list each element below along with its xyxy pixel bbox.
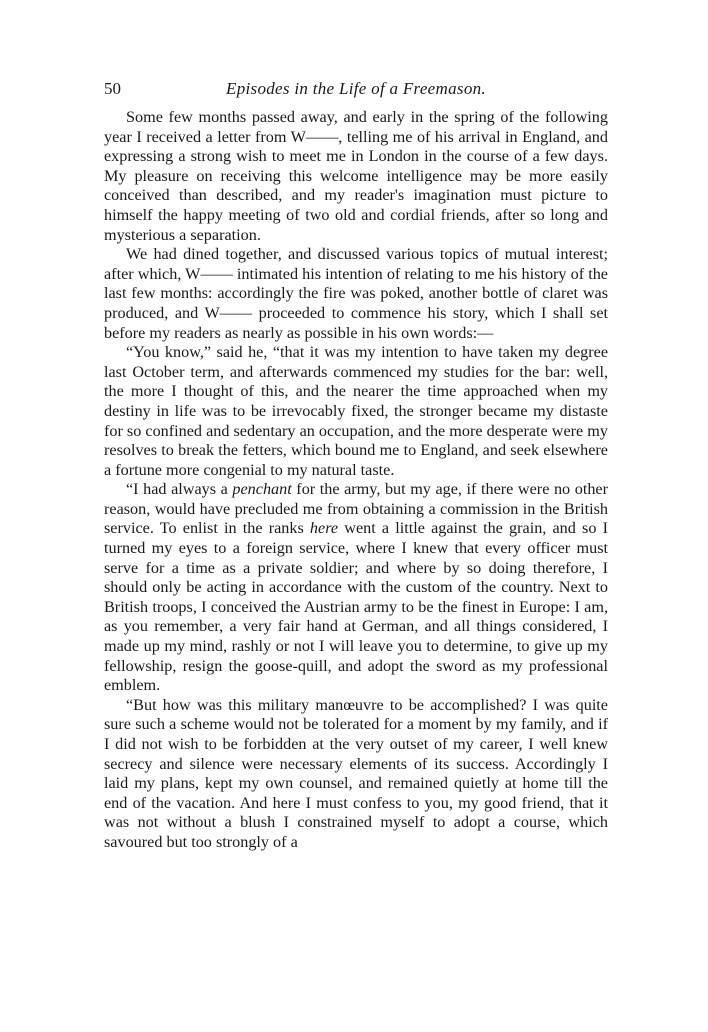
body-text [104,108,608,853]
paragraph [104,480,608,696]
paragraph [104,343,608,480]
text-run: “But how was this military manœuvre to be accomplished? I was quite sure such a scheme would not be tolerated for a moment by my family, and if I did not wish to be forbidden at the very outset of my career, I well knew secrecy and silence were necessary elements of its success. Accordingly I laid my plans, kept my own counsel, and remained quietly at home till the end of the vacation. And here I must confess to you, my good friend, that it was not without a blush I constrained myself to adopt a course, which savoured but too strongly of a [104,695,608,851]
paragraph [104,108,608,245]
text-run: We had dined together, and discussed various topics of mutual interest; after which, W—— intimated his intention of relating to me his history of the last few months: accordingly the fire was poked, another bottle of claret was produced, and W—— proceeded to commence his story, which I shall set before my readers as nearly as possible in his own words:— [104,245,608,342]
page-number: 50 [104,79,121,98]
paragraph [104,696,608,853]
italic-text: here [309,519,339,538]
text-run: went a little against the grain, and so I turned my eyes to a foreign service, where I knew that every officer must serve for a time as a private soldier; and where by so doing therefore, I should only be acting in accordance with the custom of the country. Next to British troops, I conceived the Austrian army to be the finest in Europe: I am, as you remember, a very fair hand at German, and all things considered, I made up my mind, rashly or not I will leave you to determine, to give up my fellowship, resign the goose-quill, and adopt the sword as my professional emblem. [104,519,608,695]
italic-text: penchant [232,480,292,499]
text-run: for the army, but my age, if there were no other reason, would have precluded me from obtaining a commission in the British service. To enlist in the ranks [104,480,608,538]
paragraph [104,245,608,343]
text-run: “You know,” said he, “that it was my intention to have taken my degree last October term, and afterwards commenced my studies for the bar: well, the more I thought of this, and the nearer the time approached when my destiny in life was to be irrevocably fixed, the stronger became my distaste for so confined and sedentary an occupation, and the more desperate were my resolves to break the fetters, which bound me to England, and seek elsewhere a fortune more congenial to my natural taste. [104,343,608,479]
text-run: Some few months passed away, and early in the spring of the following year I received a letter from W——, telling me of his arrival in England, and expressing a strong wish to meet me in London in the course of a few days. My pleasure on receiving this welcome intelligence may be more easily conceived than described, and my reader's imagination must picture to himself the happy meeting of two old and cordial friends, after so long and mysterious a separation. [104,108,608,244]
book-page [104,76,608,853]
running-head [104,76,608,102]
text-run: “I had always a [126,480,233,499]
running-title: Episodes in the Life of a Freemason. [226,79,486,98]
